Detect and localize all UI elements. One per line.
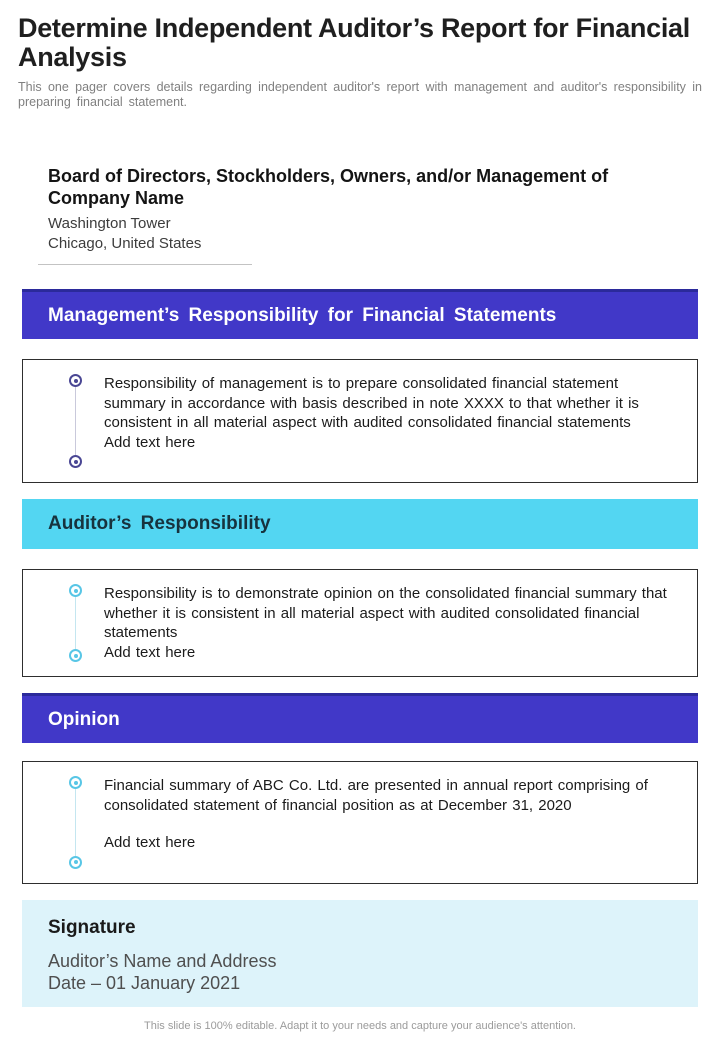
banner-auditors-responsibility: Auditor’s Responsibility: [22, 499, 698, 549]
bullet-rail: [69, 374, 82, 468]
section-management-responsibility: [0, 289, 720, 483]
recipient-block: [48, 166, 660, 266]
signature-name-address: Auditor’s Name and Address: [48, 950, 277, 971]
add-text-placeholder[interactable]: Add text here: [104, 834, 196, 852]
section-auditors-responsibility: [0, 499, 720, 677]
bullet-text-block: [104, 584, 667, 662]
address-line-2: Chicago, United States: [48, 234, 202, 252]
bullet-text-block: [104, 374, 667, 468]
signature-date: Date – 01 January 2021: [48, 973, 241, 994]
radio-bullet-icon: [69, 776, 82, 789]
signature-block: [22, 900, 698, 1007]
bullet-rail: [69, 776, 82, 869]
connector-line: [75, 789, 76, 856]
auditors-responsibility-box: [22, 569, 698, 677]
radio-bullet-icon: [69, 374, 82, 387]
footer-note: This slide is 100% editable. Adapt it to your needs and capture your audience's attention.: [144, 1019, 576, 1032]
radio-bullet-icon: [69, 856, 82, 869]
opinion-box: [22, 761, 698, 884]
page-title: Determine Independent Auditor’s Report for Financial Analysis: [18, 13, 690, 73]
radio-bullet-icon: [69, 584, 82, 597]
page-subtitle: This one pager covers details regarding independent auditor's report with management and auditor's responsibility in preparing financial statement.: [18, 79, 702, 109]
banner-opinion: Opinion: [22, 693, 698, 743]
address-divider: [38, 264, 252, 265]
radio-bullet-icon: [69, 455, 82, 468]
bullet2-text[interactable]: Add text here: [104, 643, 196, 661]
signature-heading: Signature: [48, 916, 136, 938]
bullet-rail: [69, 584, 82, 662]
bullet-paragraph: Responsibility is to demonstrate opinion on the consolidated financial summary that whether it is consistent in all material aspect with audited consolidated financial statements: [104, 585, 667, 642]
section-opinion: [0, 693, 720, 884]
bullet-paragraph: Financial summary of ABC Co. Ltd. are presented in annual report comprising of consolidated statement of financial position as at December 31, 2020: [104, 777, 648, 814]
recipient-heading: Board of Directors, Stockholders, Owners, and/or Management of Company Name: [48, 165, 609, 208]
connector-line: [75, 597, 76, 649]
bullet-paragraph: Responsibility of management is to prepare consolidated financial statement summary in accordance with basis described in note XXXX to that whether it is consistent in all material aspect with audited consolidated financial statements: [104, 375, 639, 432]
address-line-1: Washington Tower: [48, 214, 171, 232]
add-text-placeholder[interactable]: Add text here: [104, 433, 196, 451]
radio-bullet-icon: [69, 649, 82, 662]
connector-line: [75, 387, 76, 455]
banner-management-responsibility: Management’s Responsibility for Financial Statements: [22, 289, 698, 339]
bullet-text-block: [104, 776, 667, 869]
management-responsibility-box: [22, 359, 698, 483]
